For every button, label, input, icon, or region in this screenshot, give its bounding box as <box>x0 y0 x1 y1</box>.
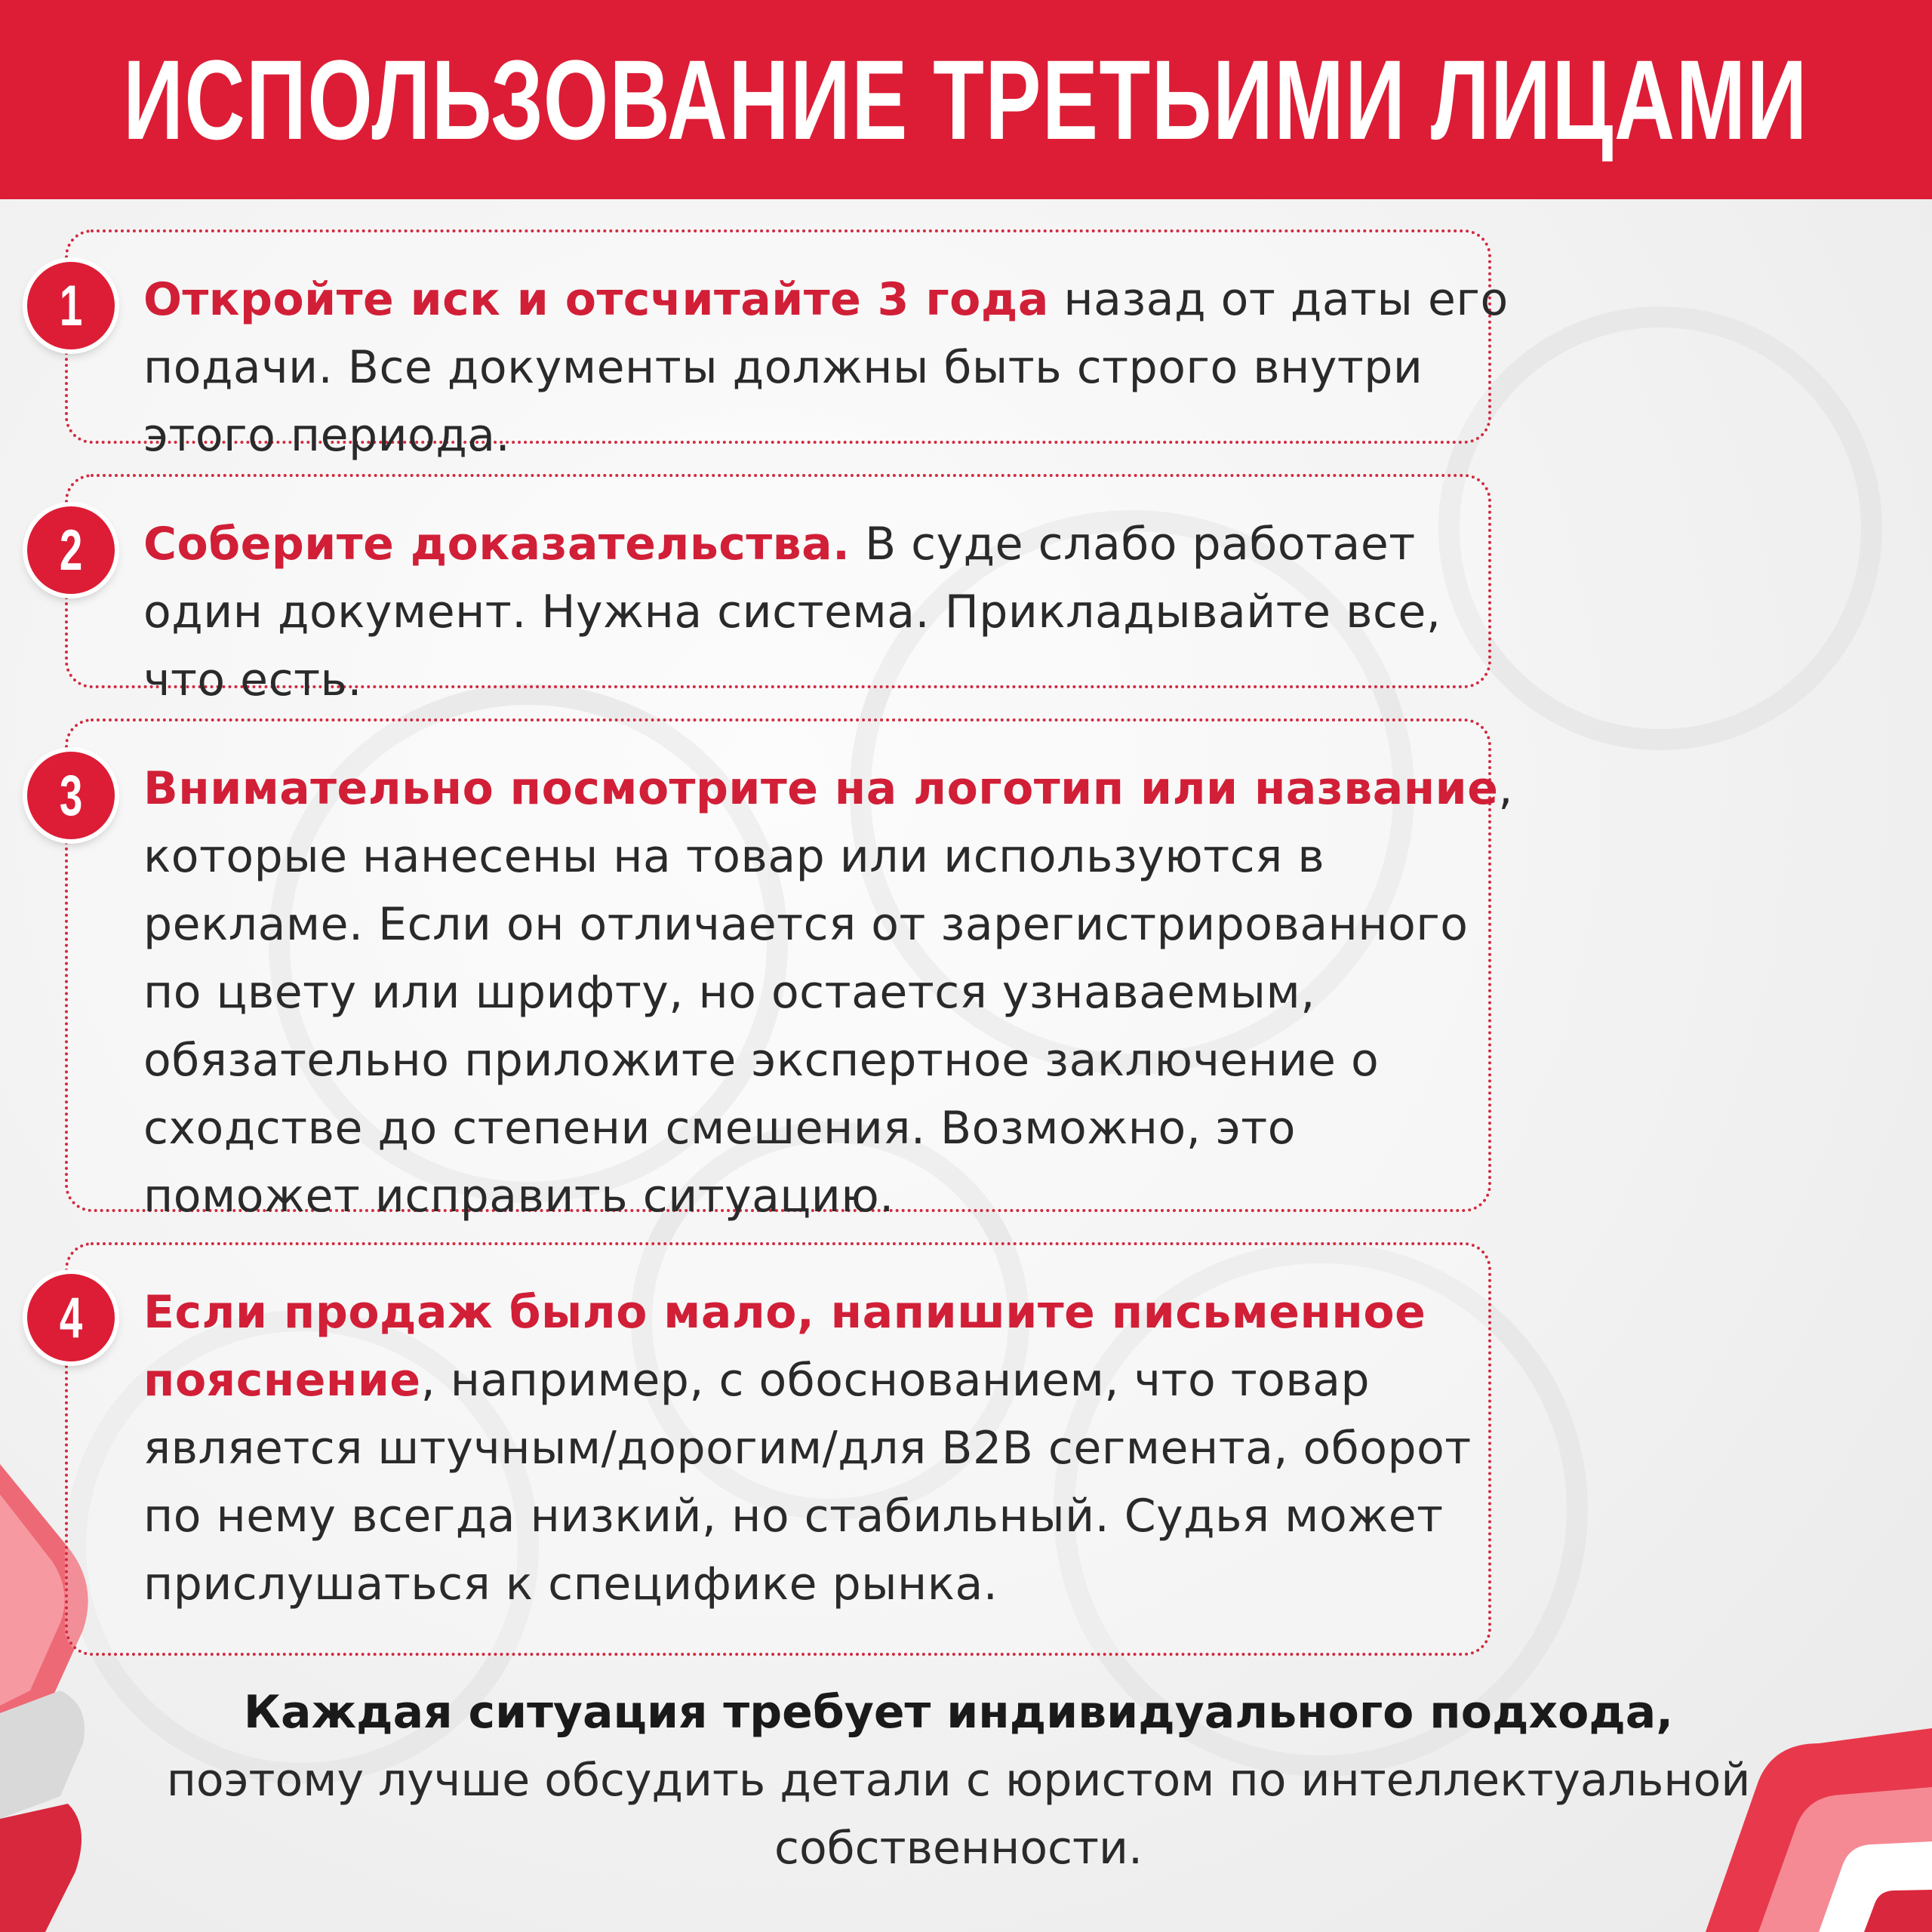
step-body-3: , которые нанесены на товар или используются в рекламе. Если он отличается от зарегистрированного по цвету или шрифту, но остается узнаваемым, обязательно приложите экспертное заключение о сходстве до степени смешения. Возможно, это поможет исправить ситуацию. <box>143 762 1513 1223</box>
step-body-2: В суде слабо работает один документ. Нужна система. Прикладывайте все, что есть. <box>143 518 1441 706</box>
footer-text: поэтому лучше обсудить детали с юристом по интеллектуальной собственности. <box>166 1754 1751 1875</box>
step-body-1: назад от даты его подачи. Все документы должны быть строго внутри этого периода. <box>143 273 1509 462</box>
step-text-3 <box>143 755 1517 1230</box>
step-number-badge-4 <box>27 1274 115 1361</box>
step-number-2: 2 <box>59 518 83 583</box>
step-text-1 <box>143 266 1517 469</box>
step-number-3: 3 <box>59 763 83 828</box>
step-highlight-1: Откройте иск и отсчитайте 3 года <box>143 273 1049 326</box>
header-banner <box>0 0 1932 199</box>
page-title: ИСПОЛЬЗОВАНИЕ ТРЕТЬИМИ ЛИЦАМИ <box>123 36 1809 163</box>
step-highlight-2: Соберите доказательства. <box>143 518 851 571</box>
step-text-2 <box>143 510 1517 714</box>
step-number-4: 4 <box>59 1285 83 1350</box>
step-number-badge-1 <box>27 262 115 349</box>
step-body-4: , например, с обоснованием, что товар является штучным/дорогим/для B2B сегмента, оборот по нему всегда низкий, но стабильный. Судья может прислушаться к специфике рынка. <box>143 1354 1472 1611</box>
footer-note <box>121 1678 1796 1882</box>
step-number-badge-3 <box>27 752 115 839</box>
step-highlight-3: Внимательно посмотрите на логотип или название <box>143 762 1499 815</box>
step-card-4 <box>65 1242 1491 1656</box>
step-text-4 <box>143 1278 1517 1618</box>
footer-strong-text: Каждая ситуация требует индивидуального подхода, <box>243 1686 1674 1739</box>
step-card-1 <box>65 229 1509 462</box>
step-highlight-4: Если продаж было мало, напишите письменное пояснение <box>143 1286 1426 1407</box>
step-card-3 <box>65 718 1513 1223</box>
step-number-badge-2 <box>27 506 115 594</box>
step-card-2 <box>65 474 1491 706</box>
step-number-1: 1 <box>59 273 83 338</box>
